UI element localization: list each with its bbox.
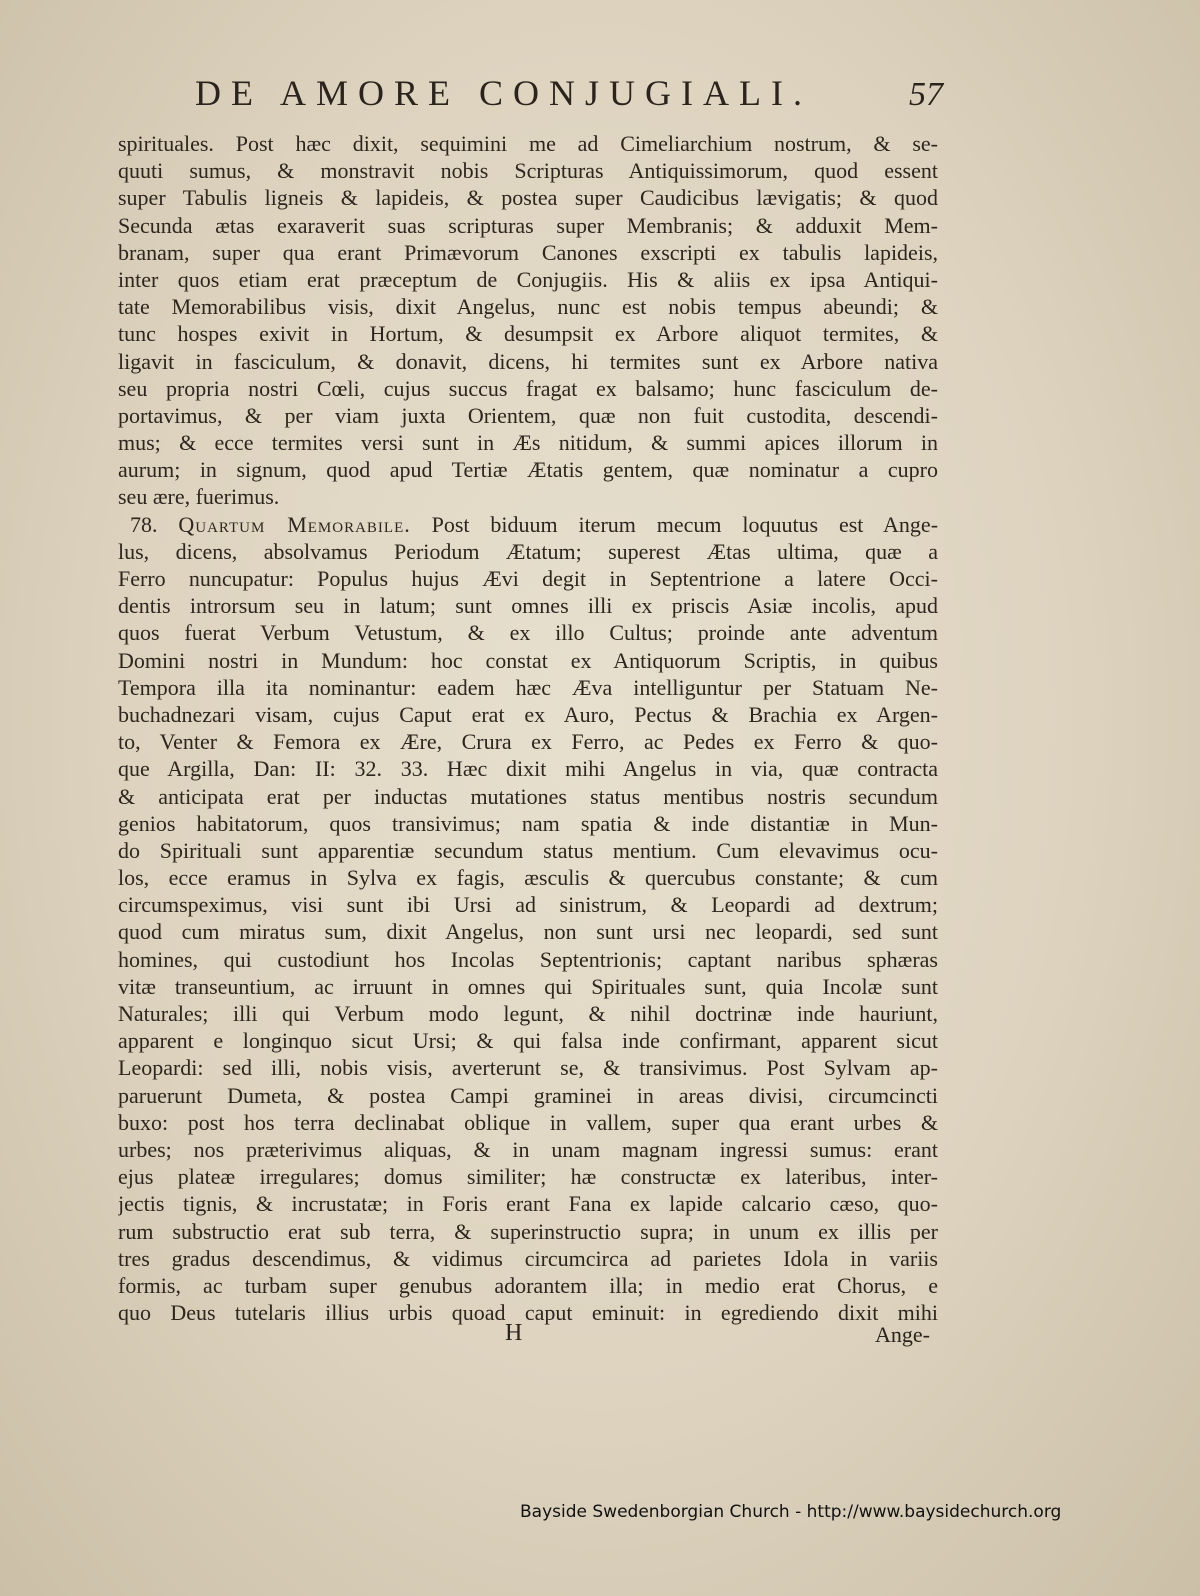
text-line: quos fuerat Verbum Vetustum, & ex illo Cultus; proinde ante adventum (118, 620, 938, 646)
text-line: aurum; in signum, quod apud Tertiæ Ætatis gentem, quæ nominatur a cupro (118, 457, 938, 483)
text-line: spirituales. Post hæc dixit, sequimini me ad Cimeliarchium nostrum, & se- (118, 131, 938, 156)
text-line: buxo: post hos terra declinabat oblique in vallem, super qua erant urbes & (118, 1109, 938, 1135)
catchword: Ange- (875, 1322, 930, 1347)
text-line: lus, dicens, absolvamus Periodum Ætatum; superest Ætas ultima, quæ a (118, 538, 938, 564)
text-line: que Argilla, Dan: II: 32. 33. Hæc dixit mihi Angelus in via, quæ contracta (118, 756, 938, 782)
text-line: & anticipata erat per inductas mutationes status mentibus nostris secundum (118, 783, 938, 809)
text-line: tres gradus descendimus, & vidimus circumcirca ad parietes Idola in variis (118, 1245, 938, 1271)
text-line: Secunda ætas exaraverit suas scripturas super Membranis; & adduxit Mem- (118, 212, 938, 238)
text-line: circumspeximus, visi sunt ibi Ursi ad sinistrum, & Leopardi ad dextrum; (118, 892, 938, 918)
text-line: inter quos etiam erat præceptum de Conjugiis. His & aliis ex ipsa Antiqui- (118, 266, 938, 292)
text-line: vitæ transeuntium, ac irruunt in omnes qui Spirituales sunt, quia Incolæ sunt (118, 973, 938, 999)
text-line: seu ære, fuerimus. (118, 484, 280, 510)
text-line: rum substructio erat sub terra, & superinstructio supra; in unum ex illis per (118, 1218, 938, 1244)
page-number: 57 (909, 76, 943, 113)
text-line: Tempora illa ita nominantur: eadem hæc Æva intelliguntur per Statuam Ne- (118, 674, 938, 700)
source-credit: Bayside Swedenborgian Church - http://www.baysidechurch.org (520, 1502, 1062, 1522)
text-line: buchadnezari visam, cujus Caput erat ex Auro, Pectus & Brachia ex Argen- (118, 701, 938, 727)
signature-mark: H (505, 1320, 523, 1346)
text-line: seu propria nostri Cœli, cujus succus fragat ex balsamo; hunc fasciculum de- (118, 375, 938, 401)
text-line: mus; & ecce termites versi sunt in Æs nitidum, & summi apices illorum in (118, 430, 938, 456)
text-line: branam, super qua erant Primævorum Canones exscripti ex tabulis lapideis, (118, 239, 938, 265)
text-line: ligavit in fasciculum, & donavit, dicens, hi termites sunt ex Arbore nativa (118, 348, 938, 374)
text-line: tate Memorabilibus visis, dixit Angelus, nunc est nobis tempus abeundi; & (118, 294, 938, 320)
running-title: DE AMORE CONJUGIALI. (195, 73, 812, 113)
body-text (118, 130, 938, 1326)
text-line: genios habitatorum, quos transivimus; nam spatia & inde distantiæ in Mun- (118, 810, 938, 836)
paragraph-2 (118, 511, 938, 1327)
text-line: Leopardi: sed illi, nobis visis, averterunt se, & transivimus. Post Sylvam ap- (118, 1055, 938, 1081)
text-line: los, ecce eramus in Sylva ex fagis, æsculis & quercubus constante; & cum (118, 865, 938, 891)
text-line: Domini nostri in Mundum: hoc constat ex Antiquorum Scriptis, in quibus (118, 647, 938, 673)
text-line: Ferro nuncupatur: Populus hujus Ævi degit in Septentrione a latere Occi- (118, 566, 938, 591)
text-line: super Tabulis ligneis & lapideis, & postea super Caudicibus lævigatis; & quod (118, 185, 938, 211)
text-line: dentis introrsum seu in latum; sunt omnes illi ex priscis Asiæ incolis, apud (118, 593, 938, 619)
paragraph-2-first-line (118, 511, 938, 538)
text-line: to, Venter & Femora ex Ære, Crura ex Ferro, ac Pedes ex Ferro & quo- (118, 729, 938, 755)
text-line: quo Deus tutelaris illius urbis quoad caput eminuit: in egrediendo dixit mihi (118, 1300, 938, 1326)
text-line: Naturales; illi qui Verbum modo legunt, & nihil doctrinæ inde hauriunt, (118, 1001, 938, 1026)
text-line: apparent e longinquo sicut Ursi; & qui falsa inde confirmant, apparent sicut (118, 1028, 938, 1054)
text-line: homines, qui custodiunt hos Incolas Septentrionis; captant naribus sphæras (118, 946, 938, 972)
page-header (195, 72, 955, 120)
text-line: formis, ac turbam super genubus adorantem illa; in medio erat Chorus, e (118, 1272, 938, 1298)
section-number: 78. (130, 511, 158, 537)
section-heading: Quartum Memorabile. (178, 511, 411, 537)
text-line: jectis tignis, & incrustatæ; in Foris erant Fana ex lapide calcario cæso, quo- (118, 1191, 938, 1217)
text-line: quuti sumus, & monstravit nobis Scripturas Antiquissimorum, quod essent (118, 158, 938, 184)
text-line: urbes; nos præterivimus aliquas, & in unam magnam ingressi sumus: erant (118, 1136, 938, 1162)
text-line: portavimus, & per viam juxta Orientem, quæ non fuit custodita, descendi- (118, 402, 938, 428)
text-line: paruerunt Dumeta, & postea Campi graminei in areas divisi, circumcincti (118, 1082, 938, 1108)
text-line: Post biduum iterum mecum loquutus est Ange- (431, 511, 938, 537)
text-line: quod cum miratus sum, dixit Angelus, non sunt ursi nec leopardi, sed sunt (118, 919, 938, 945)
text-line: ejus plateæ irregulares; domus similiter; hæ constructæ ex lateribus, inter- (118, 1164, 938, 1190)
text-line: tunc hospes exivit in Hortum, & desumpsit ex Arbore aliquot termites, & (118, 321, 938, 347)
text-line: do Spirituali sunt apparentiæ secundum status mentium. Cum elevavimus ocu- (118, 837, 938, 863)
paragraph-1 (118, 130, 938, 511)
